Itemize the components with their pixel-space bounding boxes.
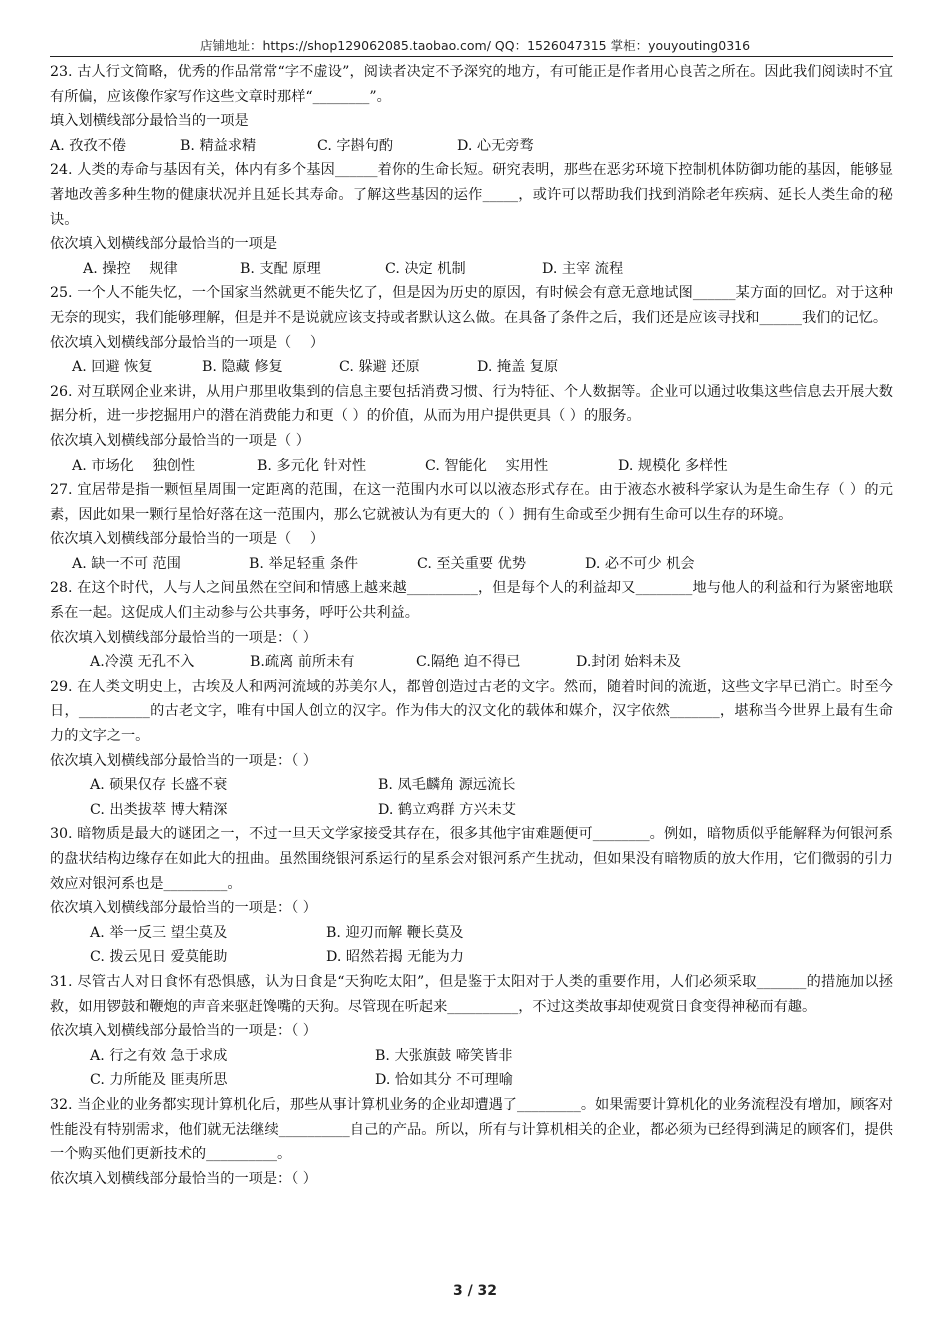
- option-d: D. 掩盖 复原: [477, 359, 559, 376]
- option-b: B. 支配 原理: [240, 260, 321, 277]
- option-d: D. 恰如其分 不可理喻: [375, 1072, 513, 1089]
- question-stem: 25. 一个人不能失忆，一个国家当然就更不能失忆了，但是因为历史的原因，有时候会有意无意地试图______某方面的回忆。对于这种无奈的现实，我们能够理解，但是并不是说就应该支持或者默认这么做。在具备了条件之后，我们还是应该寻找和______我们的记忆。: [50, 285, 893, 326]
- option-d: D. 主宰 流程: [542, 260, 624, 277]
- option-row: [50, 257, 893, 282]
- option-d: D. 心无旁骛: [457, 137, 534, 154]
- question-27: [50, 478, 893, 576]
- option-c: C. 字斟句酌: [317, 137, 394, 154]
- option-b: B. 迎刃而解 鞭长莫及: [326, 924, 464, 941]
- question-stem: 31. 尽管古人对日食怀有恐惧感，认为日食是“天狗吃太阳”，但是鉴于太阳对于人类的重要作用，人们必须采取_______的措施加以拯救，如用锣鼓和鞭炮的声音来驱赶馋嘴的天狗。尽管现在听起来__________，不过这类故事却使观赏日食变得神秘而有趣。: [50, 973, 893, 1015]
- option-a: A. 举一反三 望尘莫及: [90, 924, 228, 941]
- option-c: C.隔绝 迫不得已: [416, 654, 521, 671]
- option-grid: [50, 773, 893, 822]
- option-grid: [50, 921, 893, 970]
- option-a: A.冷漠 无孔不入: [90, 654, 195, 671]
- question-25: [50, 281, 893, 379]
- question-stem: 29. 在人类文明史上，古埃及人和两河流域的苏美尔人，都曾创造过古老的文字。然而，随着时间的流逝，这些文字早已消亡。时至今日，__________的古老文字，唯有中国人创立的汉字。作为伟大的汉文化的载体和媒介，汉字依然_______，堪称当今世界上最有生命力的文字之一。: [50, 678, 893, 745]
- question-stem: 23. 古人行文简略，优秀的作品常常“字不虚设”，阅读者决定不予深究的地方，有可能正是作者用心良苦之所在。因此我们阅读时不宜有所偏，应该像作家写作这些文章时那样“________”。: [50, 64, 893, 105]
- question-prompt: 依次填入划横线部分最恰当的一项是：（ ）: [50, 1023, 317, 1040]
- question-stem: 30. 暗物质是最大的谜团之一，不过一旦天文学家接受其存在，很多其他宇宙难题便可________。例如，暗物质似乎能解释为何银河系的盘状结构边缘存在如此大的扭曲。虽然围绕银河系运行的星系会对银河系产生扰动，但如果没有暗物质的放大作用，它们微弱的引力效应对银河系也是_________。: [50, 826, 893, 892]
- option-a: A. 市场化 独创性: [72, 457, 196, 474]
- question-24: [50, 158, 893, 281]
- question-30: [50, 822, 893, 970]
- option-row: [50, 355, 893, 380]
- option-c: C. 出类拔萃 博大精深: [90, 801, 228, 818]
- question-prompt: 依次填入划横线部分最恰当的一项是：（ ）: [50, 629, 317, 646]
- option-row: [50, 552, 893, 577]
- option-a: A. 孜孜不倦: [50, 137, 127, 154]
- option-c: C. 决定 机制: [385, 260, 466, 277]
- question-prompt: 依次填入划横线部分最恰当的一项是（ ）: [50, 531, 325, 548]
- option-d: D. 必不可少 机会: [585, 555, 695, 572]
- option-c: C. 至关重要 优势: [417, 555, 527, 572]
- question-32: [50, 1093, 893, 1191]
- option-c: C. 智能化 实用性: [425, 457, 549, 474]
- option-row: [50, 134, 893, 159]
- question-stem: 27. 宜居带是指一颗恒星周围一定距离的范围，在这一范围内水可以以液态形式存在。由于液态水被科学家认为是生命生存（ ）的元素，因此如果一颗行星恰好落在这一范围内，那么它就被认为有更大的（ ）拥有生命或至少拥有生命可以生存的环境。: [50, 482, 893, 523]
- question-31: [50, 970, 893, 1093]
- question-prompt: 填入划横线部分最恰当的一项是: [50, 113, 249, 130]
- option-row: [50, 650, 893, 675]
- option-a: A. 缺一不可 范围: [72, 555, 181, 572]
- question-stem: 24. 人类的寿命与基因有关，体内有多个基因______着你的生命长短。研究表明，那些在恶劣环境下控制机体防御功能的基因，能够显著地改善多种生物的健康状况并且延长其寿命。了解这些基因的运作_____，或许可以帮助我们找到消除老年疾病、延长人类生命的秘诀。: [50, 162, 893, 228]
- page-number: 3 / 32: [452, 1283, 498, 1299]
- option-c: C. 躲避 还原: [339, 359, 420, 376]
- option-d: D. 规模化 多样性: [618, 457, 728, 474]
- option-a: A. 回避 恢复: [72, 359, 153, 376]
- question-28: [50, 576, 893, 674]
- option-b: B. 隐藏 修复: [202, 359, 283, 376]
- question-stem: 32. 当企业的业务都实现计算机化后，那些从事计算机业务的企业却遭遇了_________。如果需要计算机化的业务流程没有增加，顾客对性能没有特别需求，他们就无法继续__________自己的产品。所以，所有与计算机相关的企业，都必须为已经得到满足的顾客们，提供一个购买他们更新技术的__________。: [50, 1096, 893, 1163]
- option-d: D. 鹤立鸡群 方兴未艾: [378, 801, 516, 818]
- question-23: [50, 60, 893, 158]
- header-divider: [50, 56, 893, 57]
- question-prompt: 依次填入划横线部分最恰当的一项是：（ ）: [50, 900, 317, 917]
- option-grid: [50, 1044, 893, 1093]
- question-26: [50, 380, 893, 478]
- question-prompt: 依次填入划横线部分最恰当的一项是：（ ）: [50, 1170, 317, 1187]
- option-a: A. 硕果仅存 长盛不衰: [90, 777, 228, 794]
- option-b: B. 精益求精: [180, 137, 257, 154]
- option-d: D. 昭然若揭 无能为力: [326, 949, 464, 966]
- question-prompt: 依次填入划横线部分最恰当的一项是: [50, 236, 278, 253]
- question-prompt: 依次填入划横线部分最恰当的一项是（ ）: [50, 334, 325, 351]
- question-stem: 26. 对互联网企业来讲，从用户那里收集到的信息主要包括消费习惯、行为特征、个人数据等。企业可以通过收集这些信息去开展大数据分析，进一步挖掘用户的潜在消费能力和更（ ）的价值，从而为用户提供更具（ ）的服务。: [50, 383, 893, 425]
- option-row: [50, 454, 893, 479]
- option-d: D.封闭 始料未及: [576, 654, 682, 671]
- option-c: C. 拨云见日 爱莫能助: [90, 949, 228, 966]
- question-29: [50, 675, 893, 823]
- option-b: B. 举足轻重 条件: [249, 555, 359, 572]
- page-header: 店铺地址：https://shop129062085.taobao.com/ QQ：1526047315 掌柜：youyouting0316: [199, 38, 751, 53]
- question-list: [50, 60, 893, 1191]
- question-stem: 28. 在这个时代，人与人之间虽然在空间和情感上越来越__________，但是每个人的利益却又________地与他人的利益和行为紧密地联系在一起。这促成人们主动参与公共事务，呼吁公共利益。: [50, 580, 893, 622]
- question-prompt: 依次填入划横线部分最恰当的一项是（ ）: [50, 432, 310, 449]
- option-b: B.疏离 前所未有: [250, 654, 355, 671]
- option-b: B. 凤毛麟角 源远流长: [378, 777, 516, 794]
- question-prompt: 依次填入划横线部分最恰当的一项是：（ ）: [50, 752, 317, 769]
- option-b: B. 大张旗鼓 啼笑皆非: [375, 1047, 513, 1064]
- option-a: A. 操控 规律: [83, 260, 178, 277]
- option-c: C. 力所能及 匪夷所思: [90, 1072, 228, 1089]
- option-b: B. 多元化 针对性: [257, 457, 367, 474]
- option-a: A. 行之有效 急于求成: [90, 1047, 228, 1064]
